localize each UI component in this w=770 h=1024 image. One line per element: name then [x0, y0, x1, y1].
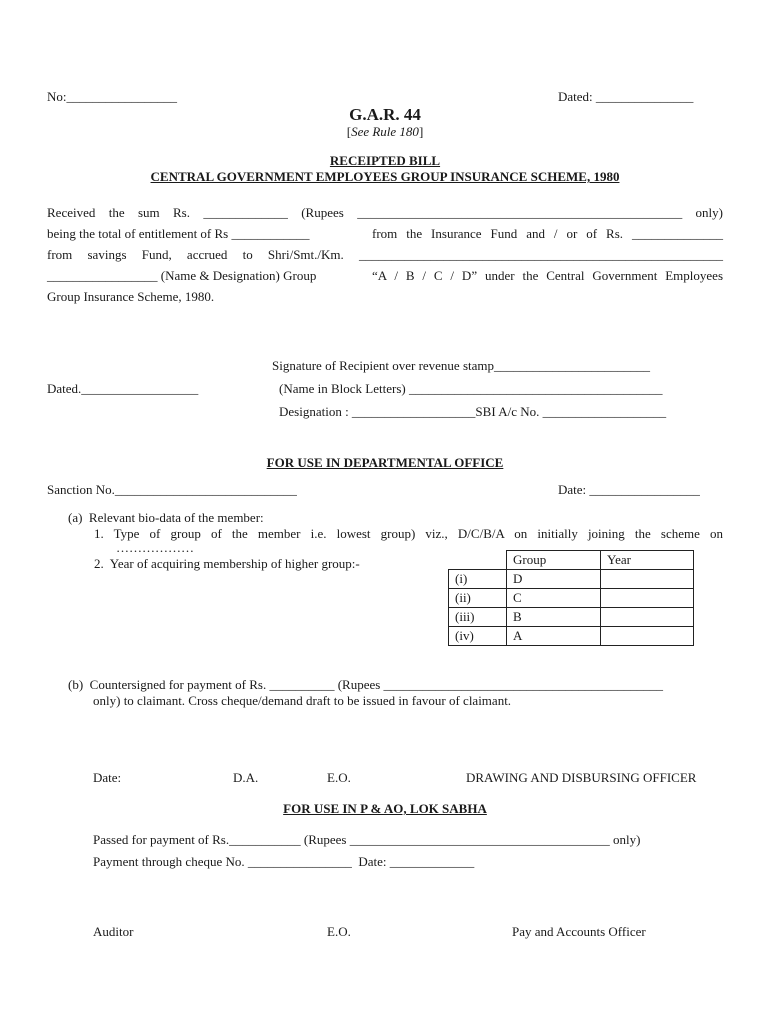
row-index: (iii): [449, 608, 507, 627]
row-group: D: [507, 570, 601, 589]
group-column-header: Group: [507, 551, 601, 570]
biodata-item-2: 2. Year of acquiring membership of higher group:-: [94, 556, 360, 571]
rule-reference: [0, 124, 770, 140]
year-column-header: Year: [601, 551, 694, 570]
rule-bracket-close: ]: [418, 124, 424, 139]
sanction-number-line: Sanction No.____________________________: [47, 482, 297, 497]
sanction-date-line: Date: _________________: [558, 482, 700, 497]
pao-heading: FOR USE IN P & AO, LOK SABHA: [283, 801, 487, 816]
biodata-item-1: 1. Type of group of the member i.e. lowest group) viz., D/C/B/A on initially joining the scheme on: [94, 526, 723, 541]
row-group: B: [507, 608, 601, 627]
departmental-heading: FOR USE IN DEPARTMENTAL OFFICE: [266, 455, 504, 470]
table-row: [449, 627, 694, 646]
receipt-line-2a: being the total of entitlement of Rs ____________: [47, 226, 310, 241]
table-row: [449, 589, 694, 608]
da-label: D.A.: [233, 770, 259, 785]
receipt-line-4a: _________________ (Name & Designation) Group: [47, 268, 317, 283]
row-year: [601, 589, 694, 608]
biodata-label: (a) Relevant bio-data of the member:: [68, 510, 264, 525]
receipt-line-4b: “A / B / C / D” under the Central Government Employees: [372, 268, 723, 283]
receipt-line-2b: from the Insurance Fund and / or of Rs. ______________: [372, 226, 723, 241]
ddo-label: DRAWING AND DISBURSING OFFICER: [466, 770, 697, 785]
form-title: G.A.R. 44: [349, 105, 421, 124]
row-year: [601, 627, 694, 646]
row-year: [601, 608, 694, 627]
passed-for-payment-line: Passed for payment of Rs.___________ (Rupees ________________________________________ only): [93, 832, 641, 847]
rule-text: See Rule 180: [351, 124, 419, 139]
table-row: [449, 570, 694, 589]
eo-label: E.O.: [327, 770, 351, 785]
receipt-line-1: Received the sum Rs. _____________ (Rupees __________________________________________________ only): [47, 205, 723, 220]
receipt-line-5: Group Insurance Scheme, 1980.: [47, 289, 215, 304]
countersign-line-2: only) to claimant. Cross cheque/demand draft to be issued in favour of claimant.: [93, 693, 512, 708]
table-header-row: [449, 551, 694, 570]
bill-number-field: No:_________________: [47, 89, 177, 104]
recipient-signature-line: Signature of Recipient over revenue stamp________________________: [272, 358, 651, 373]
row-index: (iv): [449, 627, 507, 646]
row-group: A: [507, 627, 601, 646]
designation-account-line: Designation : ___________________SBI A/c No. ___________________: [279, 404, 667, 419]
receipted-bill-heading: RECEIPTED BILL: [329, 153, 441, 168]
table-corner-cell: [449, 551, 507, 570]
receipt-line-3: from savings Fund, accrued to Shri/Smt./Km. ________________________________________________________: [47, 247, 723, 262]
auditor-label: Auditor: [93, 924, 134, 939]
dated-field: Dated: _______________: [558, 89, 694, 104]
table-row: [449, 608, 694, 627]
pao-eo-label: E.O.: [327, 924, 351, 939]
row-year: [601, 570, 694, 589]
row-group: C: [507, 589, 601, 608]
group-year-table: [448, 550, 694, 646]
block-letters-name-line: (Name in Block Letters) _______________________________________: [279, 381, 663, 396]
row-index: (ii): [449, 589, 507, 608]
ddo-date-label: Date:: [93, 770, 122, 785]
cheque-payment-line: Payment through cheque No. ________________ Date: _____________: [93, 854, 475, 869]
countersign-line-1: (b) Countersigned for payment of Rs. __________ (Rupees ___________________________________________: [68, 677, 664, 692]
pay-accounts-officer-label: Pay and Accounts Officer: [512, 924, 646, 939]
row-index: (i): [449, 570, 507, 589]
scheme-heading: CENTRAL GOVERNMENT EMPLOYEES GROUP INSURANCE SCHEME, 1980: [150, 169, 620, 184]
biodata-item-1-continuation: ………………: [116, 540, 194, 555]
rule-bracket-open: [: [346, 124, 352, 139]
signature-dated-line: Dated.__________________: [47, 381, 199, 396]
